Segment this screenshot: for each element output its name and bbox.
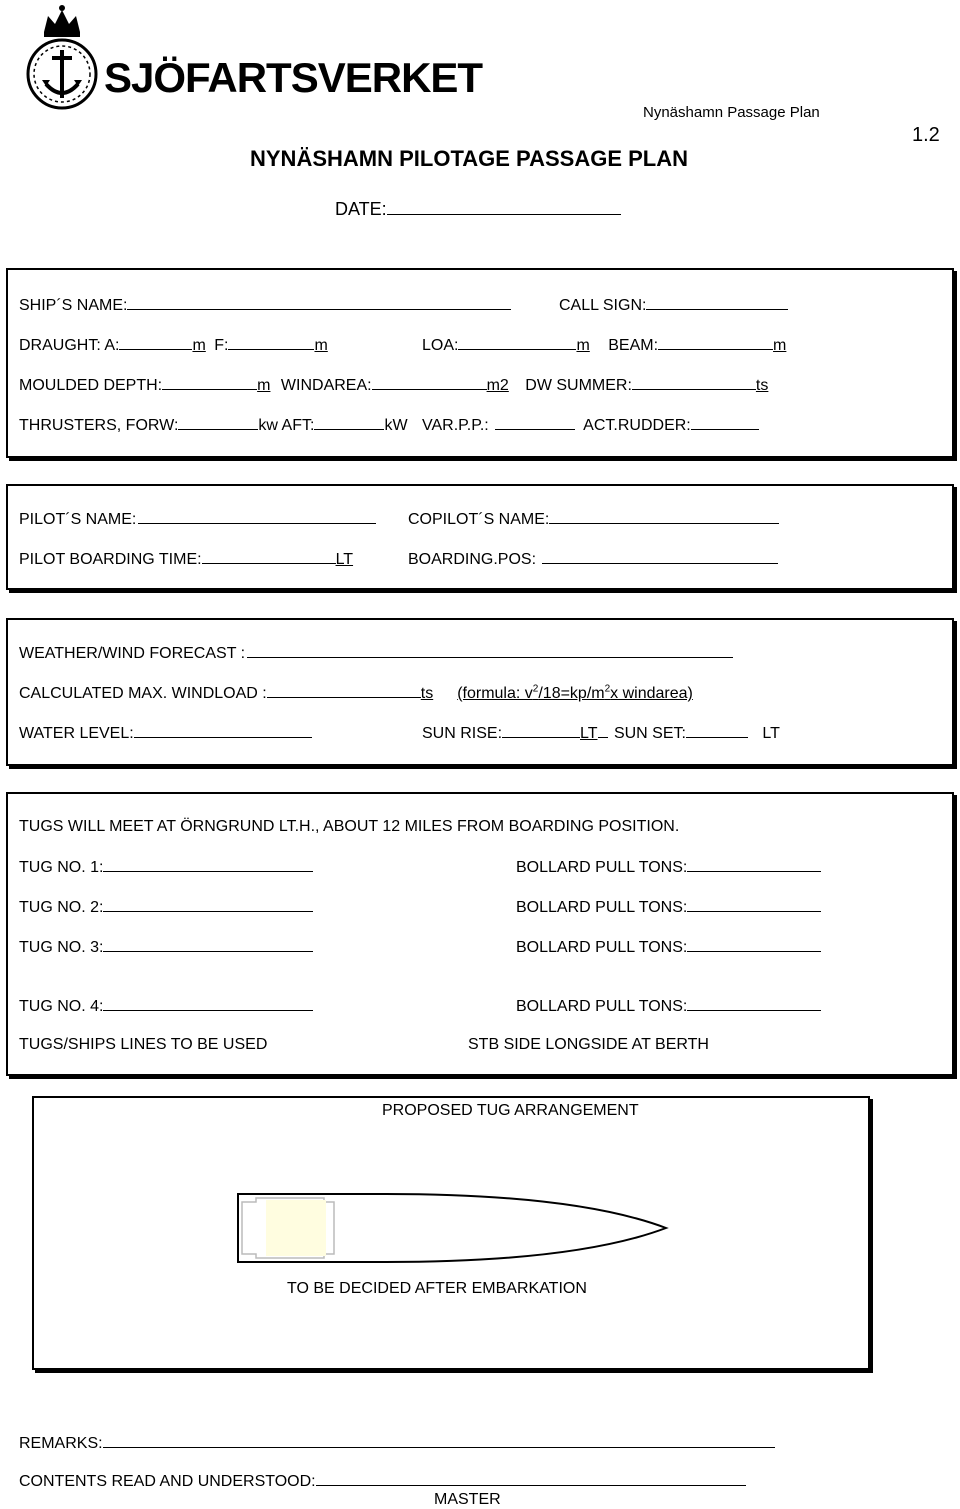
draught-f-label: F: [214,337,229,354]
crown-anchor-emblem-icon [22,2,102,112]
superscript: 2 [604,683,611,695]
loa-label: LOA: [422,337,459,354]
remarks-row [19,1433,775,1453]
remarks-label: REMARKS: [19,1435,103,1452]
version-number: 1.2 [912,124,940,146]
sun-rise-label: SUN RISE: [422,725,503,742]
bollard-4-row [516,996,821,1016]
page-title: NYNÄSHAMN PILOTAGE PASSAGE PLAN [250,146,688,171]
unit-m2: m2 [486,377,509,394]
call-sign-label: CALL SIGN: [559,297,647,314]
unit-m: m [773,337,787,354]
thrusters-forw-label: THRUSTERS, FORW: [19,417,179,434]
pilot-section [6,484,954,590]
arrangement-title: PROPOSED TUG ARRANGEMENT [382,1102,639,1119]
unit-ts: ts [755,377,769,394]
draught-row [19,335,328,355]
sun-row [422,723,780,743]
ship-outline-icon [236,1190,676,1266]
water-level-row [19,723,312,743]
dw-summer-field[interactable] [632,375,756,390]
act-rudder-label: ACT.RUDDER: [583,417,691,434]
call-sign-field[interactable] [646,295,788,310]
tugs-intro: TUGS WILL MEET AT ÖRNGRUND LT.H., ABOUT 12 MILES FROM BOARDING POSITION. [19,818,680,835]
boarding-time-label: PILOT BOARDING TIME: [19,551,202,568]
document-name: Nynäshamn Passage Plan [643,104,820,121]
tug-2-field[interactable] [103,897,313,912]
windload-field[interactable] [267,683,421,698]
tug-1-label: TUG NO. 1: [19,859,104,876]
copilots-name-label: COPILOT´S NAME: [408,511,550,528]
moulded-depth-row [19,375,768,395]
sun-set-label: SUN SET: [613,725,686,742]
bollard-4-field[interactable] [687,996,821,1011]
bollard-4-label: BOLLARD PULL TONS: [516,998,688,1015]
moulded-depth-label: MOULDED DEPTH: [19,377,163,394]
sun-set-field[interactable] [686,723,748,738]
copilot-name-row [408,509,779,529]
unit-lt: LT [335,551,354,568]
pilots-name-label: PILOT´S NAME: [19,511,137,528]
master-label: MASTER [434,1491,501,1508]
bollard-3-row [516,937,821,957]
bollard-2-label: BOLLARD PULL TONS: [516,899,688,916]
unit-m: m [257,377,271,394]
tug-4-field[interactable] [103,996,313,1011]
kw-aft-label: kw AFT: [258,417,315,434]
forecast-row [19,643,733,663]
sun-rise-field[interactable] [502,723,580,738]
tug-2-label: TUG NO. 2: [19,899,104,916]
moulded-depth-field[interactable] [162,375,257,390]
remarks-field[interactable] [103,1433,775,1448]
contents-label: CONTENTS READ AND UNDERSTOOD: [19,1473,316,1490]
draught-f-field[interactable] [228,335,314,350]
logo [22,2,483,112]
unit-kw: kW [384,417,408,434]
var-pp-label: VAR.P.P.: [422,417,489,434]
boarding-time-row [19,549,353,569]
thrusters-aft-field[interactable] [314,415,384,430]
forecast-field[interactable] [247,643,733,658]
windload-label: CALCULATED MAX. WINDLOAD : [19,685,267,702]
decided-label: TO BE DECIDED AFTER EMBARKATION [287,1280,587,1297]
unit-m: m [576,337,590,354]
tug-2-row [19,897,313,917]
master-signature-field[interactable] [316,1471,746,1486]
water-level-field[interactable] [134,723,312,738]
boarding-pos-field[interactable] [542,549,778,564]
var-pp-field[interactable] [495,415,575,430]
loa-field[interactable] [458,335,576,350]
tug-3-row [19,937,313,957]
unit-m: m [314,337,328,354]
draught-a-label: DRAUGHT: A: [19,337,120,354]
boarding-pos-label: BOARDING.POS: [408,551,537,568]
date-field[interactable] [387,200,621,215]
windload-row [19,683,693,703]
formula-part: x windarea) [610,685,693,702]
windarea-label: WINDAREA: [280,377,372,394]
date-row [335,200,621,218]
forecast-label: WEATHER/WIND FORECAST : [19,645,246,662]
loa-beam-row [422,335,786,355]
contents-row [19,1471,746,1491]
boarding-time-field[interactable] [202,549,336,564]
ship-name-row [19,295,511,315]
ships-name-label: SHIP´S NAME: [19,297,128,314]
tug-1-row [19,857,313,877]
bollard-3-label: BOLLARD PULL TONS: [516,939,688,956]
dw-summer-label: DW SUMMER: [525,377,632,394]
copilots-name-field[interactable] [549,509,779,524]
formula-text [457,685,693,702]
act-rudder-field[interactable] [691,415,759,430]
pilot-name-row [19,509,376,529]
tug-4-row [19,996,313,1016]
beam-label: BEAM: [608,337,659,354]
beam-field[interactable] [658,335,773,350]
tug-3-field[interactable] [103,937,313,952]
formula-part: (formula: v [457,685,533,702]
unit-lt: LT [580,725,598,742]
thrusters-forw-field[interactable] [178,415,258,430]
boarding-pos-row [408,549,778,569]
call-sign-row [559,295,788,315]
unit-lt: LT [762,725,780,742]
pilots-name-field[interactable] [138,509,376,524]
bollard-1-row [516,857,821,877]
superscript: 2 [532,683,539,695]
water-level-label: WATER LEVEL: [19,725,134,742]
unit-ts: ts [420,685,434,702]
tug-1-field[interactable] [103,857,313,872]
tug-3-label: TUG NO. 3: [19,939,104,956]
bollard-2-row [516,897,821,917]
ships-name-field[interactable] [127,295,511,310]
windarea-field[interactable] [372,375,487,390]
bollard-1-field[interactable] [687,857,821,872]
side-label: STB SIDE LONGSIDE AT BERTH [468,1036,709,1053]
unit-m: m [192,337,206,354]
bollard-3-field[interactable] [687,937,821,952]
tug-4-label: TUG NO. 4: [19,998,104,1015]
lines-label: TUGS/SHIPS LINES TO BE USED [19,1036,268,1053]
formula-part: /18=kp/m [538,685,605,702]
underline [598,723,608,738]
thrusters-row [19,415,759,435]
draught-a-field[interactable] [119,335,192,350]
date-label: DATE: [335,199,387,219]
logo-text: SJÖFARTSVERKET [104,54,483,101]
bollard-1-label: BOLLARD PULL TONS: [516,859,688,876]
bollard-2-field[interactable] [687,897,821,912]
